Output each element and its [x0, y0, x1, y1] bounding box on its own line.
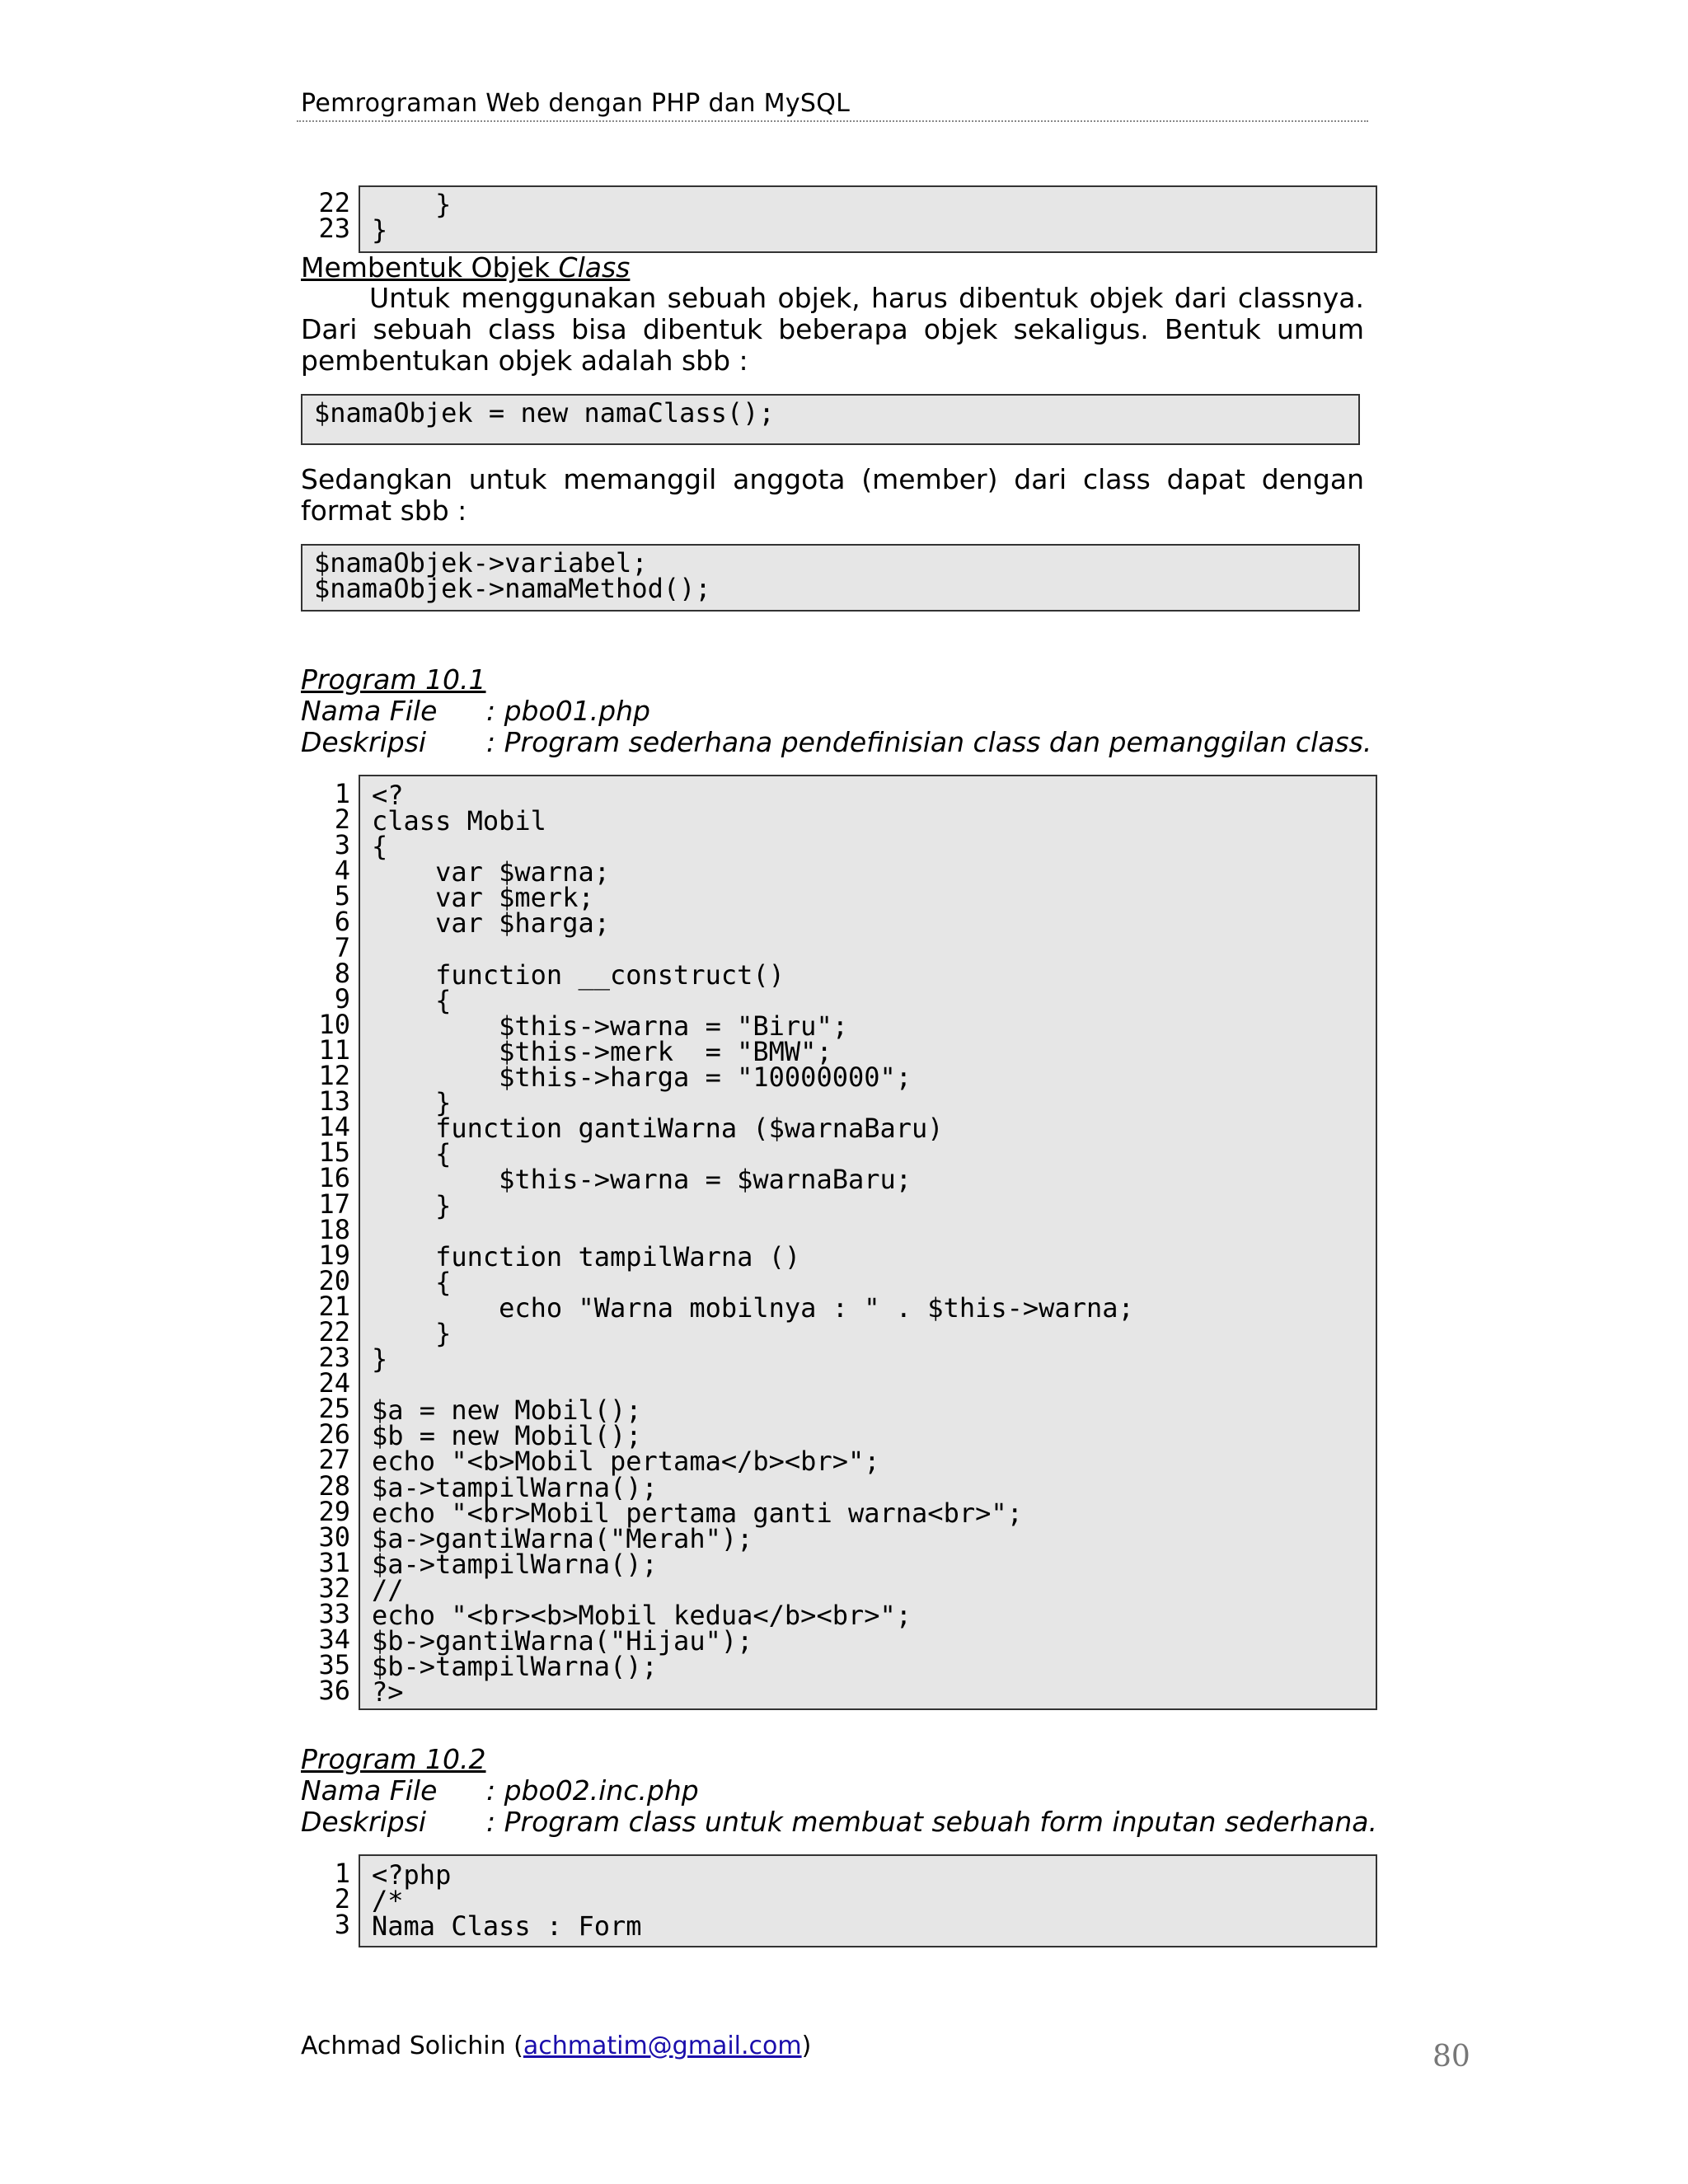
code-line: $b->tampilWarna(); [372, 1651, 658, 1683]
code-line: $this->warna = "Biru"; [372, 1010, 848, 1042]
line-number: 27 [318, 1444, 350, 1476]
line-number: 3 [334, 1909, 350, 1941]
line-number: 7 [334, 931, 350, 963]
line-numbers [301, 187, 350, 245]
line-number: 22 [318, 187, 350, 218]
paragraph-objects: Untuk menggunakan sebuah objek, harus dibentuk objek dari classnya. Dari sebuah class bisa dibentuk beberapa objek sekaligus. Bentuk umum pembentukan objek adalah sbb : [301, 282, 1364, 377]
code-line: $namaObjek = new namaClass(); [314, 397, 775, 429]
code-line: { [372, 831, 388, 863]
line-number: 19 [318, 1239, 350, 1271]
program2-code-box [359, 1854, 1377, 1947]
line-number: 22 [318, 1315, 350, 1347]
line-number: 3 [334, 829, 350, 861]
line-number: 24 [318, 1367, 350, 1399]
line-number: 2 [334, 804, 350, 836]
line-number: 25 [318, 1393, 350, 1425]
program1-line-numbers [301, 778, 350, 1707]
line-number: 1 [334, 1858, 350, 1889]
line-number: 18 [318, 1213, 350, 1245]
program1-desc-row [301, 726, 1372, 757]
code-line: $a->tampilWarna(); [372, 1548, 658, 1580]
line-number: 16 [318, 1162, 350, 1194]
program1-file-label: Nama File [301, 695, 438, 727]
section-heading-text: Membentuk Objek [301, 251, 559, 284]
code-line: function tampilWarna () [372, 1240, 801, 1272]
code-line: $b = new Mobil(); [372, 1420, 642, 1452]
code-line: echo "<b>Mobil pertama</b><br>"; [372, 1446, 880, 1478]
code-line: // [372, 1573, 404, 1605]
header-divider [297, 120, 1368, 122]
code-line: $a = new Mobil(); [372, 1394, 642, 1427]
program2-file-value: : pbo02.inc.php [486, 1774, 699, 1807]
code-line: $this->merk = "BMW"; [372, 1035, 832, 1067]
line-number: 6 [334, 906, 350, 938]
program2-file-row [301, 1774, 1372, 1806]
line-number: 2 [334, 1883, 350, 1915]
code-line: $this->harga = "10000000"; [372, 1062, 912, 1094]
code-line: $namaObjek->namaMethod(); [314, 573, 711, 605]
footer-author [301, 2032, 811, 2060]
line-number: 5 [334, 880, 350, 912]
line-number: 12 [318, 1060, 350, 1092]
line-number: 26 [318, 1418, 350, 1451]
program1-desc-label: Deskripsi [301, 726, 427, 758]
line-number: 10 [318, 1008, 350, 1040]
program2-file-label: Nama File [301, 1774, 438, 1807]
program1-code-box [359, 775, 1377, 1710]
program2-title: Program 10.2 [301, 1743, 486, 1775]
line-number: 21 [318, 1290, 350, 1322]
code-line: echo "Warna mobilnya : " . $this->warna; [372, 1291, 1134, 1324]
line-number: 34 [318, 1624, 350, 1656]
code-line: } [372, 1317, 452, 1349]
line-number: 35 [318, 1649, 350, 1681]
code-line: /* [372, 1885, 404, 1917]
code-line: echo "<br>Mobil pertama ganti warna<br>"; [372, 1497, 1023, 1529]
line-number: 28 [318, 1469, 350, 1502]
page-number: 80 [1432, 2040, 1470, 2074]
line-number: 31 [318, 1546, 350, 1578]
section-heading [301, 251, 630, 284]
line-number: 14 [318, 1111, 350, 1143]
program1-desc-value: : Program sederhana pendefinisian class dan pemanggilan class. [486, 726, 1372, 758]
line-number: 4 [334, 855, 350, 887]
line-number: 30 [318, 1521, 350, 1553]
program2-desc-value: : Program class untuk membuat sebuah form inputan sederhana. [486, 1806, 1378, 1838]
code-line: function gantiWarna ($warnaBaru) [372, 1113, 944, 1145]
line-number: 17 [318, 1188, 350, 1220]
line-number: 36 [318, 1675, 350, 1707]
line-number: 32 [318, 1572, 350, 1604]
code-line: } [372, 214, 388, 246]
code-line: var $warna; [372, 856, 610, 888]
code-line: } [372, 189, 452, 220]
code-line: { [372, 984, 452, 1016]
code-box [359, 185, 1377, 253]
code-line: echo "<br><b>Mobil kedua</b><br>"; [372, 1600, 912, 1631]
program1-file-row [301, 695, 1372, 726]
code-box-new-object [301, 394, 1360, 445]
code-line: <?php [372, 1859, 452, 1891]
code-line: } [372, 1087, 452, 1119]
code-line: $a->gantiWarna("Merah"); [372, 1522, 753, 1554]
footer-close-paren: ) [801, 2032, 812, 2060]
code-box-member-access [301, 544, 1360, 612]
line-number: 11 [318, 1033, 350, 1066]
code-line: function __construct() [372, 958, 785, 991]
footer-author-name: Achmad Solichin ( [301, 2032, 523, 2060]
code-line: class Mobil [372, 805, 546, 837]
code-line: <? [372, 780, 404, 811]
line-number: 23 [318, 1342, 350, 1374]
program1-file-value: : pbo01.php [486, 695, 650, 727]
code-line: { [372, 1266, 452, 1298]
code-line: { [372, 1138, 452, 1170]
code-line: $a->tampilWarna(); [372, 1471, 658, 1503]
line-number: 8 [334, 957, 350, 989]
program2-desc-label: Deskripsi [301, 1806, 427, 1838]
section-heading-italic: Class [558, 251, 631, 284]
program2-line-numbers [301, 1858, 350, 1941]
page-header-title: Pemrograman Web dengan PHP dan MySQL [301, 89, 851, 118]
code-line: } [372, 1343, 388, 1376]
code-line: $namaObjek->variabel; [314, 547, 648, 579]
code-line: $this->warna = $warnaBaru; [372, 1164, 912, 1196]
line-number: 13 [318, 1085, 350, 1118]
code-line: $b->gantiWarna("Hijau"); [372, 1625, 753, 1657]
line-number: 9 [334, 982, 350, 1015]
line-number: 23 [318, 213, 350, 245]
line-number: 29 [318, 1495, 350, 1527]
code-line: } [372, 1189, 452, 1221]
paragraph-member-access: Sedangkan untuk memanggil anggota (member) dari class dapat dengan format sbb : [301, 463, 1364, 527]
code-line [372, 937, 1364, 963]
code-line: var $harga; [372, 907, 610, 940]
program1-title: Program 10.1 [301, 663, 486, 696]
line-number: 33 [318, 1598, 350, 1629]
line-number: 15 [318, 1137, 350, 1169]
code-line: ?> [372, 1676, 404, 1708]
program2-desc-row [301, 1806, 1378, 1838]
footer-email-link[interactable]: achmatim@gmail.com [523, 2032, 802, 2060]
code-line: Nama Class : Form [372, 1910, 642, 1943]
code-line: var $merk; [372, 882, 594, 914]
line-number: 1 [334, 778, 350, 809]
line-number: 20 [318, 1264, 350, 1296]
